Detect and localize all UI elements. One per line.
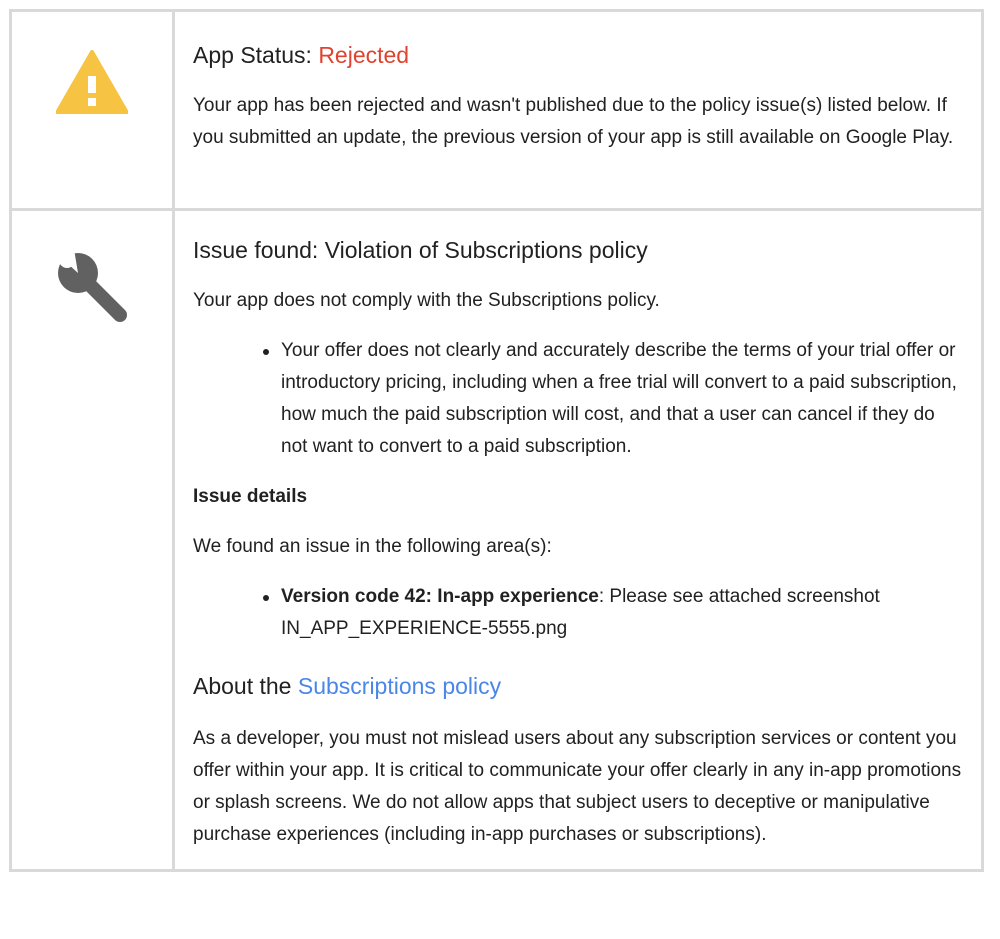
warning-triangle-icon — [12, 12, 172, 119]
version-code-label: Version code 42: In-app experience — [281, 586, 599, 607]
subscriptions-policy-link[interactable]: Subscriptions policy — [297, 673, 502, 699]
status-row — [11, 11, 983, 210]
issue-bullet-list — [193, 335, 963, 463]
issue-row — [11, 210, 983, 871]
issue-details-list — [193, 581, 963, 645]
app-status-label: App Status: — [193, 42, 312, 68]
issue-details-item — [281, 581, 963, 645]
app-status-heading — [193, 40, 963, 70]
issue-summary: Your app does not comply with the Subscriptions policy. — [193, 290, 660, 311]
screenshot-reference: : Please see attached screenshot IN_APP_EXPERIENCE-5555.png — [281, 586, 880, 639]
about-prefix: About the — [193, 673, 298, 699]
issue-icon-cell — [11, 210, 174, 871]
status-description: Your app has been rejected and wasn't published due to the policy issue(s) listed below. If you submitted an update, the previous version of your app is still available on Google Play. — [193, 95, 954, 148]
wrench-icon — [12, 211, 172, 330]
policy-notice-table — [9, 9, 984, 872]
status-content — [174, 11, 983, 210]
status-icon-cell — [11, 11, 174, 210]
about-policy-heading — [193, 671, 963, 701]
issue-details-intro: We found an issue in the following area(s): — [193, 536, 552, 557]
issue-content — [174, 210, 983, 871]
policy-description: As a developer, you must not mislead users about any subscription services or content you offer within your app. It is critical to communicate your offer clearly in any in-app promotions or splash screens. We do not allow apps that subject users to deceptive or manipulative purchase experiences (including in-app purchases or subscriptions). — [193, 728, 962, 845]
issue-heading: Issue found: Violation of Subscriptions policy — [193, 237, 648, 263]
issue-bullet-item: Your offer does not clearly and accurately describe the terms of your trial offer or introductory pricing, including when a free trial will convert to a paid subscription, how much the paid subscription will cost, and that a user can cancel if they do not want to convert to a paid subscription. — [281, 335, 963, 463]
status-rejected-value: Rejected — [318, 42, 410, 68]
issue-details-heading: Issue details — [193, 486, 308, 507]
